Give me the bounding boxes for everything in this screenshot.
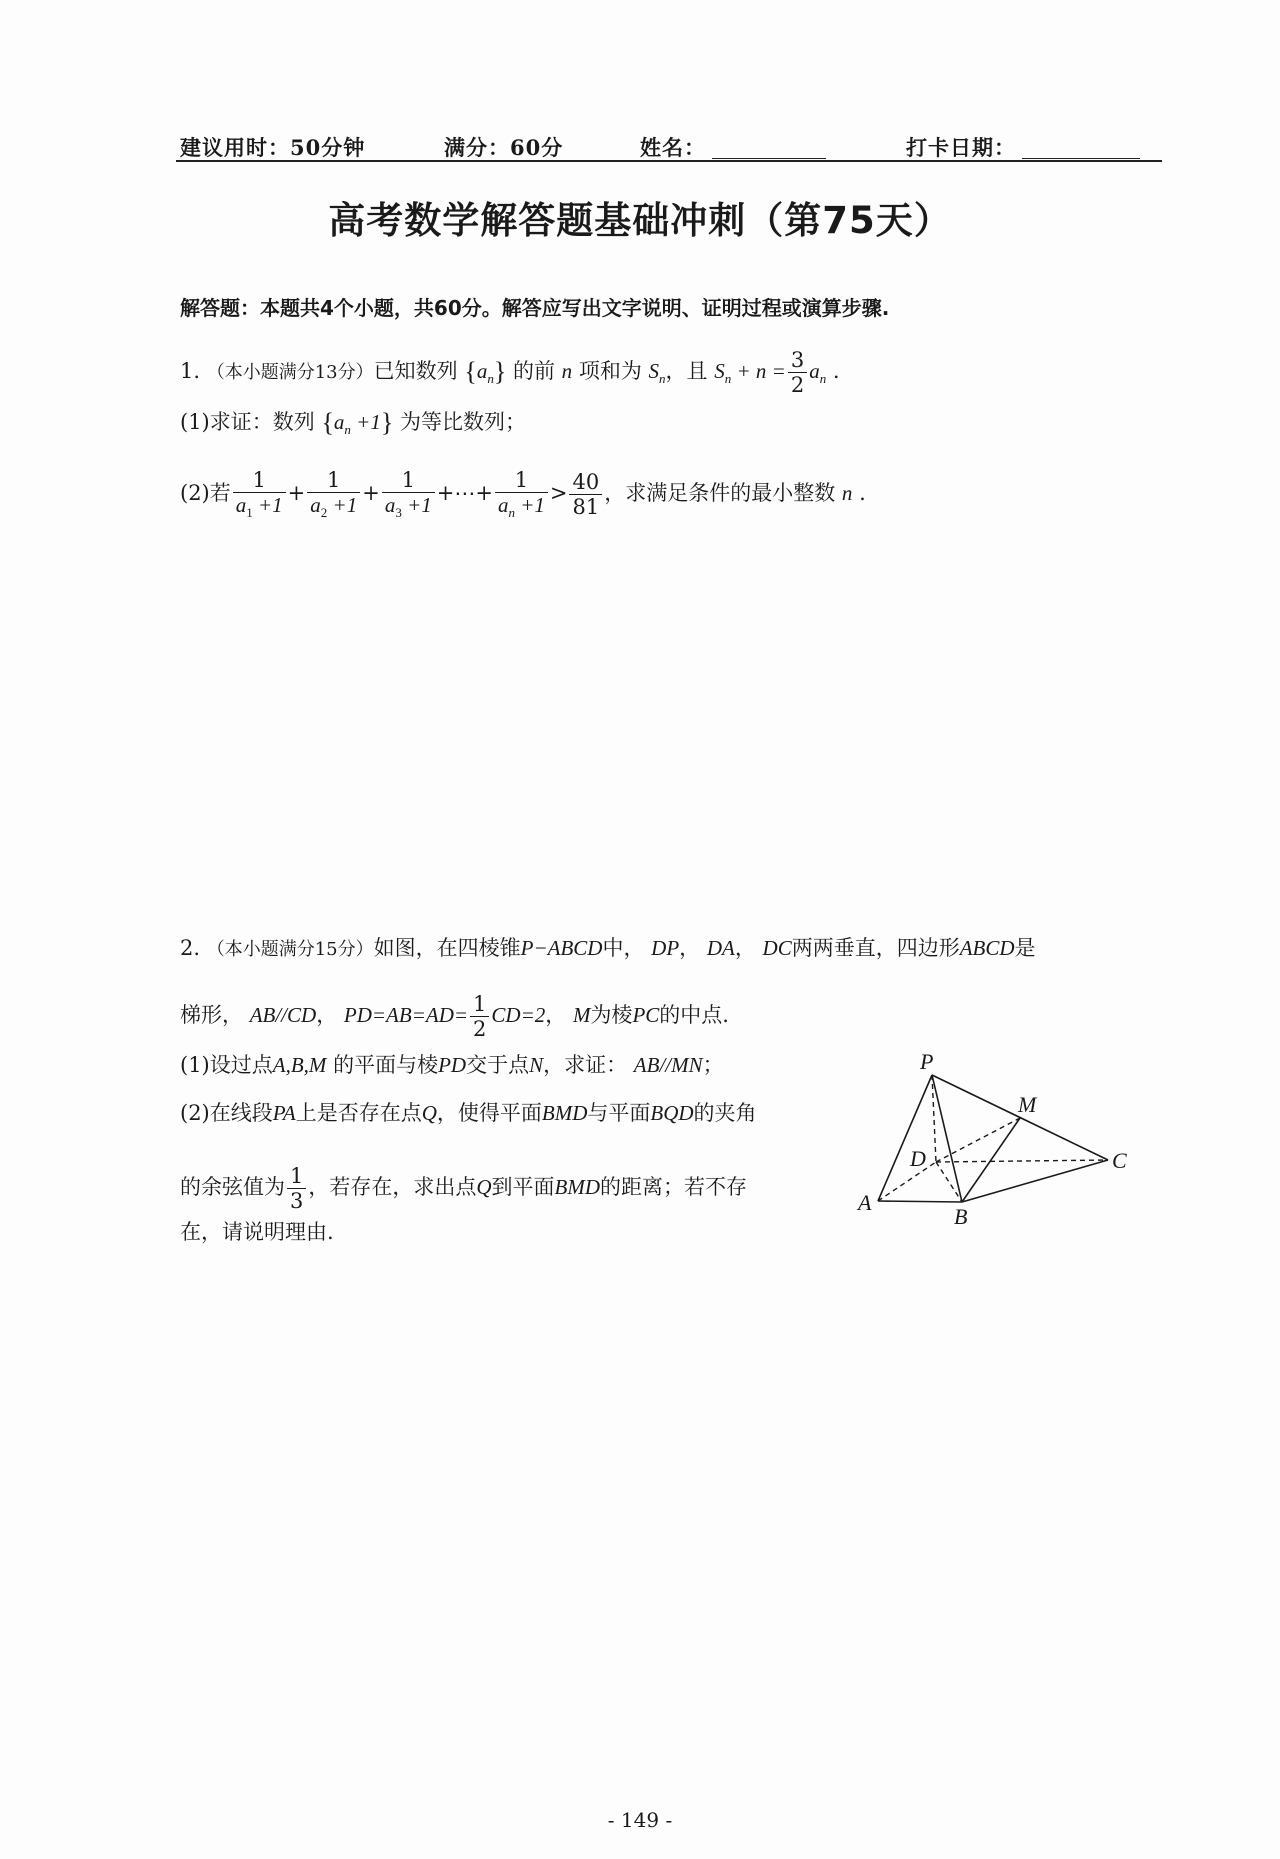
q1-stem-text-4: ，且 (665, 359, 708, 384)
q1-stem-text-2: 的前 (512, 359, 555, 384)
q1-frac-three-halves: $\frac{3}{2}$ (788, 348, 807, 397)
edge-DB-hidden (936, 1162, 962, 1202)
q2-var: AB//CD (249, 1003, 317, 1028)
q1-part2-text: (2)若 (180, 481, 231, 506)
q2-part2 (180, 1103, 757, 1124)
page-title: 高考数学解答题基础冲刺（第75天） (328, 199, 952, 242)
label-P: P (920, 1050, 934, 1074)
suggested-time: 建议用时：50分钟 (180, 135, 366, 160)
date-field[interactable] (906, 132, 1140, 162)
q2-text: 在，请说明理由. (180, 1220, 334, 1244)
q1-part2: (2)若 $\frac{1}{a_1 +1}$ + $\frac{1}{a_2 +1}$ + $\frac{1}{a_3 +1}$ +⋯+ $\frac{1}{a_n +1}$ > $\frac{40}{81}$ ，求满足条件的最小整数 n . (180, 468, 866, 521)
q1-frac-a1: $\frac{1}{a_1 +1}$ (233, 468, 286, 521)
edge-DC-hidden (936, 1160, 1108, 1162)
name-blank[interactable] (712, 138, 826, 159)
q1-stem-text: 已知数列 (373, 359, 458, 384)
q1-part1-text: (1)求证：数列 (180, 410, 315, 434)
q2-text: 的平面与棱 (333, 1053, 439, 1077)
q2-equation-rhs: CD=2 (491, 1003, 546, 1028)
q2-frac-half: $\frac{1}{2}$ (470, 992, 489, 1041)
q2-var: AB//MN (633, 1053, 703, 1077)
q2-var: N (529, 1053, 544, 1077)
q1-var-sn: $S_n$ (648, 359, 666, 387)
edge-AB (878, 1201, 962, 1202)
full-score: 满分：60分 (444, 135, 564, 160)
q1-stem: 1. （本小题满分13分）已知数列 $\{a_n\}$ 的前 n 项和为 $S_n$，且 $S_n + n$ = $\frac{3}{2}$ $a_n$ . (180, 348, 840, 398)
q2-var: Q (421, 1101, 437, 1125)
q2-text: ，若存在，求出点 (308, 1175, 477, 1200)
instructions: 解答题：本题共4个小题，共60分。解答应写出文字说明、证明过程或演算步骤. (180, 296, 890, 320)
q1-stem-text-3: 项和为 (578, 359, 642, 384)
q1-seq-an-plus-1: $\{a_n +1\}$ (321, 408, 394, 437)
q2-text: 梯形， (180, 1003, 243, 1028)
q2-var: PC (632, 1003, 660, 1028)
q2-text: (1)设过点 (180, 1053, 273, 1077)
q2-text: ，使得平面 (436, 1101, 542, 1125)
q2-part1 (180, 1055, 724, 1076)
edge-PC (932, 1075, 1108, 1160)
q2-equation: PD=AB=AD= (343, 1003, 469, 1028)
q2-var: M (572, 1003, 591, 1028)
q2-number: 2. (180, 936, 201, 960)
date-label: 打卡日期： (906, 135, 1016, 160)
q2-text: ， (316, 1003, 338, 1028)
q1-part2-text-2: ，求满足条件的最小整数 (604, 481, 836, 506)
q1-frac-a3: $\frac{1}{a_3 +1}$ (382, 468, 435, 521)
q2-pyramid: P−ABCD (520, 936, 603, 960)
edge-PA (878, 1075, 932, 1201)
q1-seq-an: $\{a_n\}$ (464, 357, 507, 387)
q2-var: DA (706, 936, 735, 960)
q2-text: ， (734, 936, 756, 960)
q2-text: (2)在线段 (180, 1101, 273, 1125)
q2-stem-line2 (180, 992, 729, 1041)
q2-text: 与平面 (587, 1101, 651, 1125)
q2-var: ABCD (959, 936, 1015, 960)
edge-BC (962, 1160, 1108, 1202)
label-C: C (1112, 1148, 1127, 1173)
q2-text: 交于点 (466, 1053, 530, 1077)
q1-frac-a2: $\frac{1}{a_2 +1}$ (307, 468, 360, 521)
q2-text: 的中点. (659, 1003, 729, 1028)
q2-text: ， (679, 936, 701, 960)
edge-BM (962, 1118, 1020, 1202)
q2-text: ， (545, 1003, 567, 1028)
q2-text: 两两垂直，四边形 (791, 936, 960, 960)
label-A: A (858, 1190, 872, 1215)
q1-var-n-2: n (841, 481, 853, 506)
q2-var: DP (651, 936, 680, 960)
name-field[interactable] (640, 132, 826, 162)
q2-text: 是 (1014, 936, 1036, 960)
q1-number: 1. (180, 359, 201, 384)
q2-text: 如图，在四棱锥 (373, 936, 521, 960)
q1-var-n: n (561, 359, 573, 384)
header-divider (176, 160, 1162, 162)
q2-stem-line1 (180, 938, 1036, 959)
q2-part2-line3 (180, 1222, 334, 1243)
label-B: B (954, 1204, 968, 1229)
q2-text: 为棱 (590, 1003, 633, 1028)
q2-var: BQD (650, 1101, 694, 1125)
q2-frac-third: $\frac{1}{3}$ (287, 1164, 306, 1213)
q2-text: 的夹角 (693, 1101, 757, 1125)
q2-text: 中， (602, 936, 645, 960)
name-label: 姓名： (640, 135, 706, 160)
q2-text: 到平面 (491, 1175, 555, 1200)
edge-PB (932, 1075, 962, 1202)
q1-equation: $S_n + n$ = (714, 359, 786, 387)
q2-part2-line2 (180, 1164, 747, 1213)
q2-text: 的余弦值为 (180, 1175, 285, 1200)
q2-text: 上是否存在点 (295, 1101, 422, 1125)
q2-var: PD (438, 1053, 467, 1077)
q2-points: （本小题满分15分） (206, 939, 374, 960)
q2-var: Q (476, 1175, 492, 1200)
q2-var: PA (272, 1101, 296, 1125)
q2-text: 的距离；若不存 (600, 1175, 748, 1200)
label-D: D (910, 1146, 926, 1171)
q1-part1 (180, 410, 526, 436)
edge-DM-hidden (936, 1118, 1020, 1162)
q2-var: A,B,M (272, 1053, 327, 1077)
label-M: M (1018, 1092, 1037, 1117)
q2-var: DC (762, 936, 792, 960)
q1-frac-an: $\frac{1}{a_n +1}$ (495, 468, 548, 521)
q2-var: BMD (541, 1101, 588, 1125)
q1-frac-40-81: $\frac{40}{81}$ (569, 470, 602, 519)
pyramid-figure (850, 1050, 1140, 1240)
page-number: - 149 - (607, 1808, 673, 1832)
q2-text: ，求证： (543, 1053, 628, 1077)
q1-part1-text-2: 为等比数列； (400, 410, 527, 434)
q1-points: （本小题满分13分） (206, 362, 374, 384)
q2-var: BMD (554, 1175, 601, 1200)
date-blank[interactable] (1022, 138, 1140, 159)
q2-text: ； (702, 1053, 724, 1077)
q1-equation-rhs: $a_n$ (809, 359, 827, 387)
